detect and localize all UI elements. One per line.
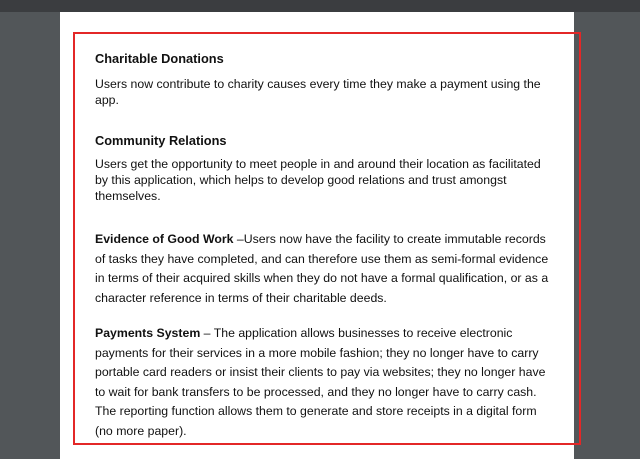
- section-lead-evidence: Evidence of Good Work: [95, 232, 234, 246]
- section-heading-charitable-donations: Charitable Donations: [95, 51, 224, 66]
- section-evidence-of-good-work: [95, 230, 555, 308]
- section-heading-community-relations: Community Relations: [95, 133, 227, 148]
- section-body-evidence: –Users now have the facility to create immutable records of tasks they have completed, and can therefore use them as semi-formal evidence in terms of their acquired skills when they do not have a formal qualification, or as a character reference in terms of their charitable deeds.: [95, 232, 549, 305]
- spacer: [95, 204, 555, 230]
- section-body-payments: – The application allows businesses to receive electronic payments for their services in a more mobile fashion; they no longer have to carry portable card readers or insist their clients to pay via websites; they no longer have to wait for bank transfers to be processed, and they no longer have to carry cash. The reporting function allows them to generate and store receipts in a digital form (no more paper).: [95, 326, 546, 438]
- section-body-charitable-donations: Users now contribute to charity causes every time they make a payment using the app.: [95, 77, 541, 107]
- section-payments-system: [95, 324, 555, 441]
- section-lead-payments: Payments System: [95, 326, 201, 340]
- viewer-toolbar: [0, 0, 640, 12]
- spacer: [95, 308, 555, 324]
- section-body-community-relations: Users get the opportunity to meet people in and around their location as facilitated by this application, which helps to develop good relations and trust amongst themselves.: [95, 157, 541, 203]
- document-content: [95, 48, 555, 441]
- spacer: [95, 108, 555, 130]
